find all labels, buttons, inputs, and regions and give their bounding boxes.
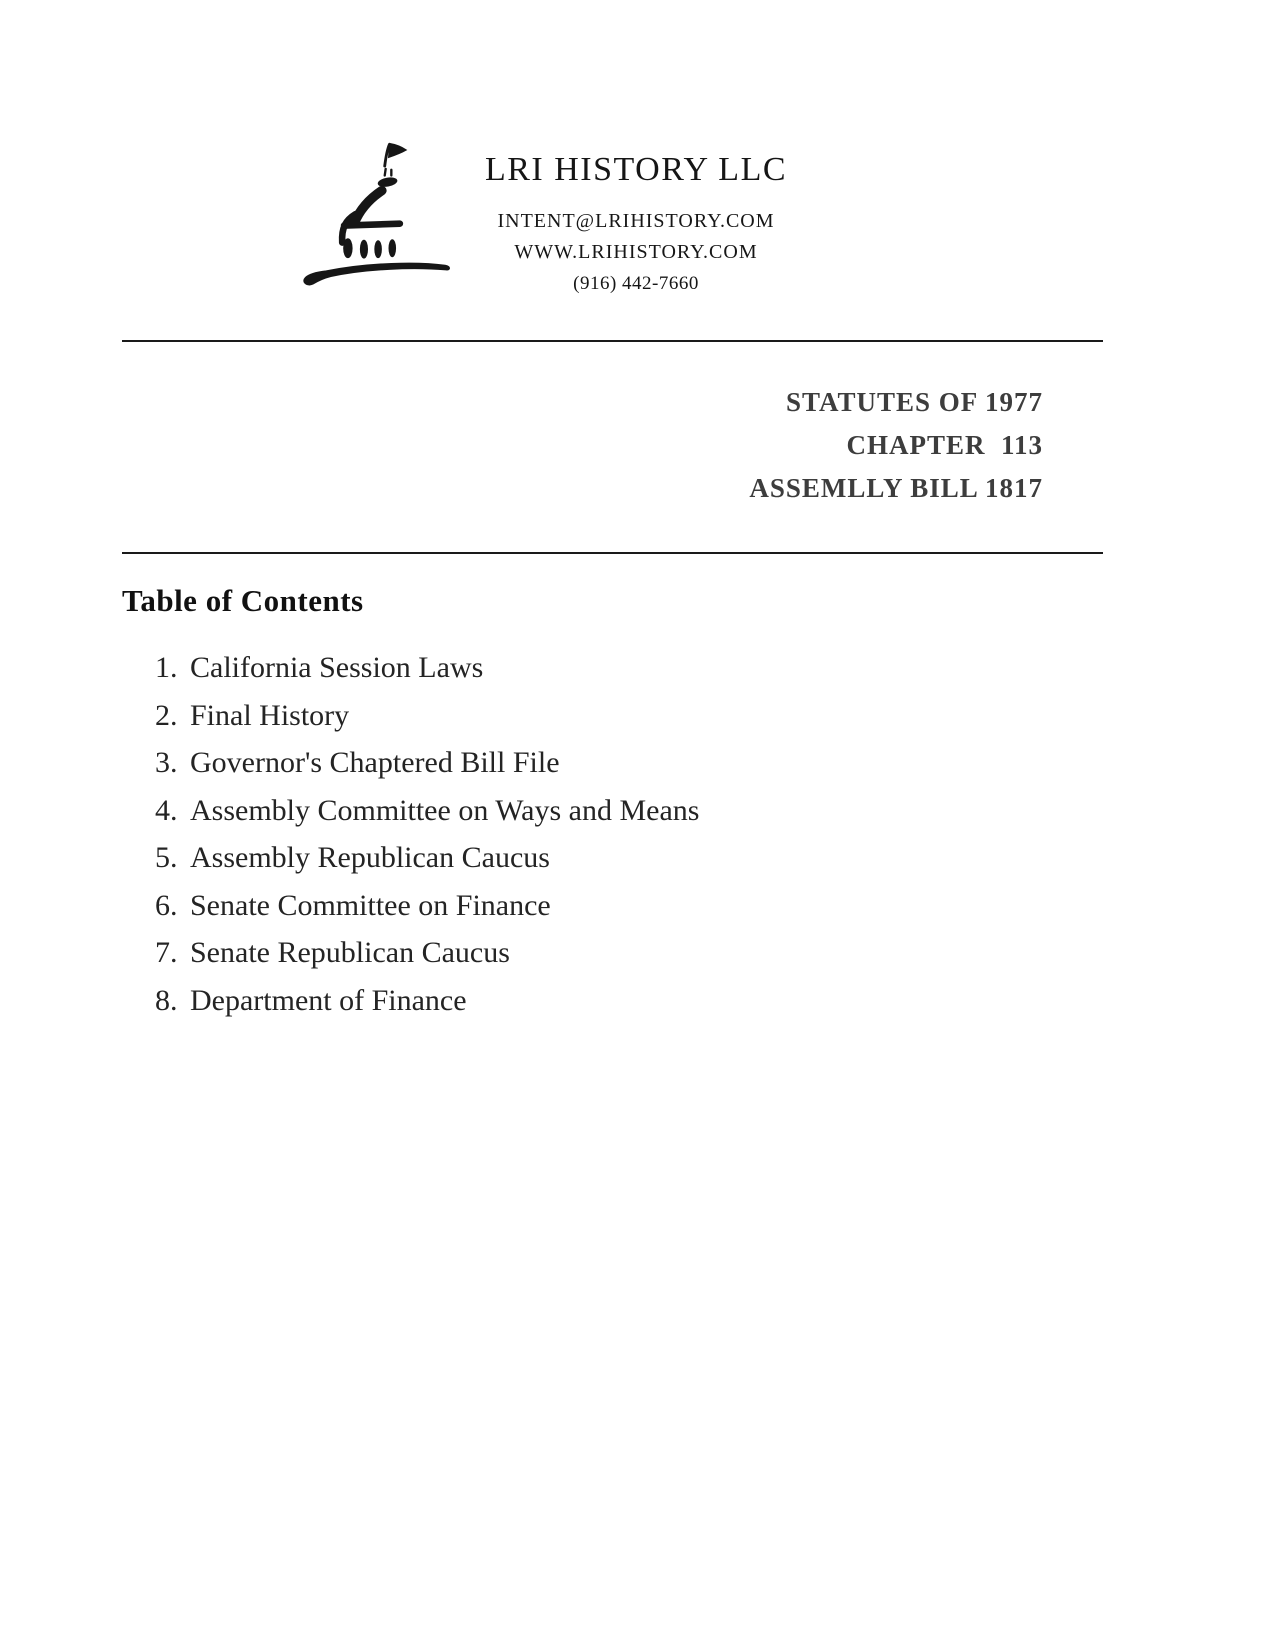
toc-list: [155, 652, 699, 1032]
phone-number: (916) 442-7660: [573, 273, 699, 294]
divider-bottom: [122, 552, 1103, 554]
toc-item-number: 7.: [155, 936, 178, 969]
toc-item-label: California Session Laws: [190, 651, 484, 684]
toc-item-label: Senate Committee on Finance: [190, 888, 551, 922]
website-url: WWW.LRIHISTORY.COM: [514, 241, 758, 263]
toc-item-number: 3.: [155, 746, 178, 779]
statutes-year-line: STATUTES OF 1977: [785, 387, 1043, 417]
chapter-line: CHAPTER 113: [846, 430, 1043, 460]
toc-item-label: Governor's Chaptered Bill File: [190, 746, 560, 779]
toc-item: [155, 985, 699, 1017]
toc-item-label: Assembly Committee on Ways and Means: [190, 793, 700, 827]
toc-item-number: 1.: [155, 651, 178, 684]
toc-item: [155, 747, 699, 779]
toc-item-number: 2.: [155, 698, 178, 732]
toc-item: [155, 937, 699, 969]
letterhead: [386, 146, 886, 299]
statute-title-block: [749, 381, 1043, 510]
divider-top: [122, 340, 1103, 342]
toc-item: [155, 842, 699, 874]
assembly-bill-line: ASSEMLLY BILL 1817: [749, 473, 1043, 503]
toc-heading: Table of Contents: [122, 583, 364, 618]
toc-item-label: Assembly Republican Caucus: [190, 841, 550, 874]
toc-item: [155, 890, 699, 922]
toc-item-number: 6.: [155, 888, 178, 922]
toc-item: [155, 795, 699, 827]
toc-item-label: Final History: [190, 698, 350, 732]
toc-item-number: 4.: [155, 793, 178, 827]
toc-item-number: 5.: [155, 841, 178, 874]
toc-item: [155, 652, 699, 684]
email-address: INTENT@LRIHISTORY.COM: [497, 210, 775, 232]
contact-block: [386, 206, 886, 299]
toc-item-label: Department of Finance: [190, 983, 467, 1017]
toc-item-number: 8.: [155, 983, 178, 1017]
company-name: LRI HISTORY LLC: [484, 151, 788, 188]
toc-item: [155, 700, 699, 732]
toc-item-label: Senate Republican Caucus: [190, 936, 510, 969]
